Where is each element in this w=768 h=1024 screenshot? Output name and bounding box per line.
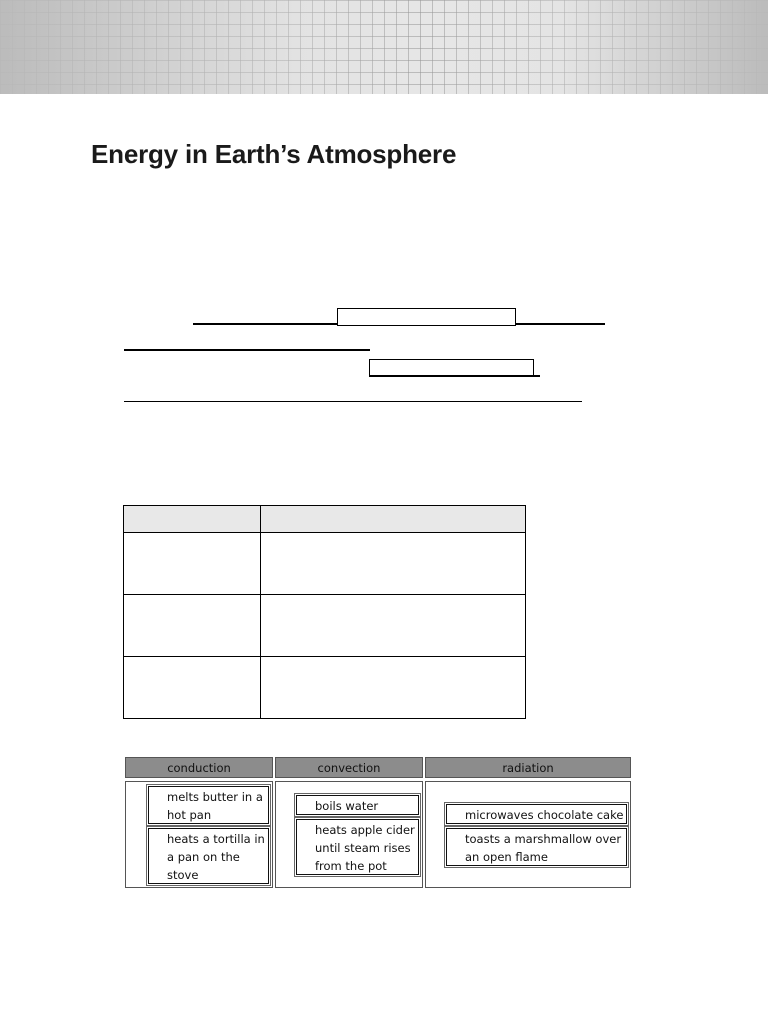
answer-blank[interactable] [337, 308, 516, 326]
sort-column-radiation [425, 757, 631, 889]
answer-line [124, 349, 370, 351]
table-row [124, 533, 526, 595]
column-drop-area-convection[interactable] [275, 781, 423, 888]
sorting-table [125, 757, 631, 889]
answer-card[interactable]: heats apple cider until steam rises from the pot [296, 819, 419, 875]
column-drop-area-radiation[interactable] [425, 781, 631, 888]
table-cell[interactable] [261, 595, 526, 657]
table-header-cell [124, 506, 261, 533]
answer-line [124, 401, 582, 402]
answer-card[interactable]: toasts a marshmallow over an open flame [446, 828, 627, 866]
table-header-cell [261, 506, 526, 533]
answer-card[interactable]: heats a tortilla in a pan on the stove [148, 828, 269, 884]
answer-card[interactable]: boils water [296, 795, 419, 815]
answer-card[interactable]: microwaves chocolate cake [446, 804, 627, 824]
table-cell[interactable] [124, 533, 261, 595]
column-drop-area-conduction[interactable] [125, 781, 273, 888]
header-banner [0, 0, 768, 94]
sort-column-convection [275, 757, 423, 889]
table-row [124, 657, 526, 719]
table-cell[interactable] [261, 657, 526, 719]
page-title: Energy in Earth’s Atmosphere [91, 139, 457, 169]
table-header-row [124, 506, 526, 533]
table-cell[interactable] [261, 533, 526, 595]
answer-card[interactable]: melts butter in a hot pan [148, 786, 269, 824]
column-header-radiation: radiation [425, 757, 631, 778]
table-cell[interactable] [124, 595, 261, 657]
answer-blank[interactable] [369, 359, 534, 376]
table-row [124, 595, 526, 657]
column-header-conduction: conduction [125, 757, 273, 778]
column-header-convection: convection [275, 757, 423, 778]
empty-answer-table [123, 505, 526, 719]
sort-column-conduction [125, 757, 273, 889]
table-cell[interactable] [124, 657, 261, 719]
